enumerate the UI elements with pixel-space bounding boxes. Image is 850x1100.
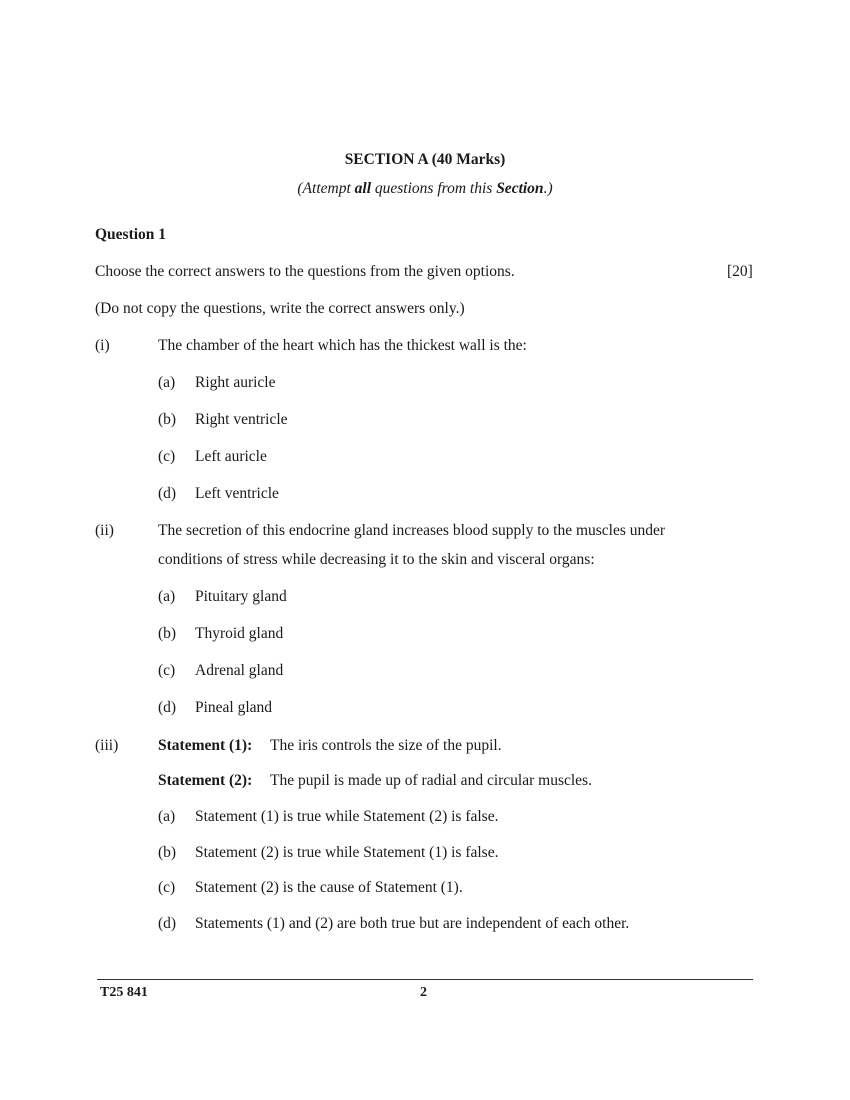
q2-option-a-text: Pituitary gland: [195, 588, 287, 605]
q2-number: (ii): [95, 522, 114, 539]
q3-option-d-label: (d): [158, 915, 177, 932]
q1-number: (i): [95, 337, 110, 354]
q2-text-line2: conditions of stress while decreasing it to the skin and visceral organs:: [158, 551, 595, 568]
q2-option-b-label: (b): [158, 625, 177, 642]
q1-option-d-label: (d): [158, 485, 177, 502]
q3-number: (iii): [95, 737, 119, 754]
q3-statement1-text: The iris controls the size of the pupil.: [270, 737, 502, 754]
q2-option-a-label: (a): [158, 588, 176, 605]
section-instruction: (Attempt all questions from this Section.): [297, 180, 553, 197]
q1-option-c-label: (c): [158, 448, 176, 465]
question-heading: Question 1: [95, 226, 167, 243]
question-note: (Do not copy the questions, write the correct answers only.): [95, 300, 465, 317]
section-title: SECTION A (40 Marks): [344, 151, 506, 168]
q2-option-c-label: (c): [158, 662, 176, 679]
q2-option-d-text: Pineal gland: [195, 699, 273, 716]
q2-text-line1: The secretion of this endocrine gland increases blood supply to the muscles under: [158, 522, 666, 539]
q3-option-b-text: Statement (2) is true while Statement (1) is false.: [195, 844, 499, 861]
q1-option-b-label: (b): [158, 411, 177, 428]
q3-option-c-text: Statement (2) is the cause of Statement (1).: [195, 879, 463, 896]
q3-statement1-label: Statement (1):: [158, 737, 253, 754]
q3-statement2-text: The pupil is made up of radial and circular muscles.: [270, 772, 592, 789]
q3-option-a-label: (a): [158, 808, 176, 825]
q2-option-c-text: Adrenal gland: [195, 662, 284, 679]
q3-option-d-text: Statements (1) and (2) are both true but are independent of each other.: [195, 915, 630, 932]
question-intro: Choose the correct answers to the questions from the given options.: [95, 263, 515, 280]
question-marks: [20]: [727, 263, 753, 280]
q3-option-b-label: (b): [158, 844, 177, 861]
q2-option-b-text: Thyroid gland: [195, 625, 284, 642]
q1-option-d-text: Left ventricle: [195, 485, 279, 502]
q1-option-b-text: Right ventricle: [195, 411, 288, 428]
q3-statement2-label: Statement (2):: [158, 772, 253, 789]
q3-option-c-label: (c): [158, 879, 176, 896]
footer-page-number: 2: [420, 985, 427, 1000]
q1-option-c-text: Left auricle: [195, 448, 267, 465]
q2-option-d-label: (d): [158, 699, 177, 716]
q1-option-a-text: Right auricle: [195, 374, 276, 391]
q1-text: The chamber of the heart which has the thickest wall is the:: [158, 337, 527, 354]
footer-divider: [97, 979, 753, 980]
q1-option-a-label: (a): [158, 374, 176, 391]
q3-option-a-text: Statement (1) is true while Statement (2) is false.: [195, 808, 499, 825]
footer-paper-code: T25 841: [100, 985, 148, 1000]
